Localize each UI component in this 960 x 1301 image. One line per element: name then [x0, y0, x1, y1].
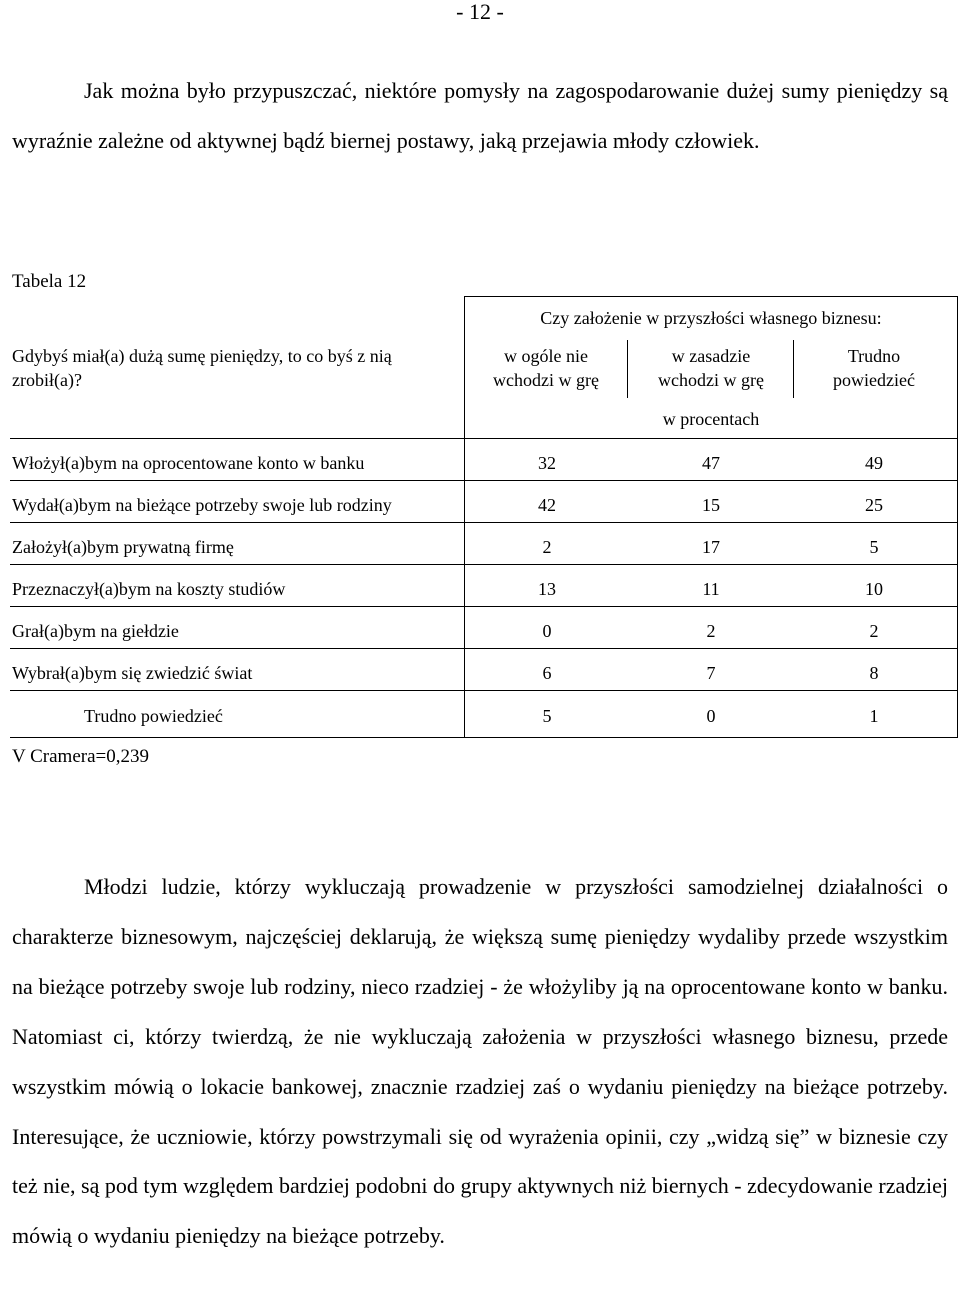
row-label: Włożył(a)bym na oprocentowane konto w banku	[12, 453, 365, 473]
table-rule	[627, 340, 628, 398]
table-cell: 5	[542, 706, 552, 726]
table-cell: 5	[869, 537, 879, 557]
table-cell: 13	[538, 579, 556, 599]
row-label: Przeznaczył(a)bym na koszty studiów	[12, 579, 286, 599]
group-header: Czy założenie w przyszłości własnego biznesu:	[540, 308, 882, 328]
table-cell: 42	[538, 495, 556, 515]
row-label: Założył(a)bym prywatną firmę	[12, 537, 234, 557]
table-rule	[957, 296, 958, 738]
table-cell: 2	[542, 537, 552, 557]
body-paragraph: Młodzi ludzie, którzy wykluczają prowadzenie w przyszłości samodzielnej działalności o charakterze biznesowym, najczęściej deklarują, że większą sumę pieniędzy wydaliby przede wszystkim na bieżące potrzeby swoje lub rodziny, nieco rzadziej - że włożyliby ją na oprocentowane konto w banku. Natomiast ci, którzy twierdzą, że nie wykluczają założenia w przyszłości własnego biznesu, przede wszystkim mówią o lokacie bankowej, znacznie rzadziej zaś o wydaniu pieniędzy na bieżące potrzeby. Interesujące, że uczniowie, którzy powstrzymali się od wyrażenia opinii, czy „widzą się” w biznesie czy też nie, są pod tym względem bardziej podobni do grupy aktywnych niż biernych - zdecydowanie rzadziej mówią o wydaniu pieniędzy na bieżące potrzeby.	[12, 874, 948, 1249]
table-caption: Tabela 12	[12, 271, 87, 292]
table-rule	[793, 340, 794, 398]
table-cell: 1	[869, 706, 879, 726]
table-cell: 47	[702, 453, 720, 473]
table-cell: 8	[869, 663, 879, 683]
table-rule	[10, 522, 958, 523]
table-cell: 2	[706, 621, 716, 641]
column-header: Trudno powiedzieć	[833, 346, 915, 390]
table-rule	[10, 737, 958, 738]
table-rule	[464, 296, 958, 297]
column-header: w ogóle nie wchodzi w grę	[493, 346, 599, 390]
table-rule	[10, 438, 958, 439]
table-rule	[10, 480, 958, 481]
row-label: Wydał(a)bym na bieżące potrzeby swoje lub rodziny	[12, 495, 392, 515]
unit-label: w procentach	[662, 409, 760, 429]
row-header: Gdybyś miał(a) dużą sumę pieniędzy, to co byś z nią zrobił(a)?	[12, 346, 392, 390]
row-label: Grał(a)bym na giełdzie	[12, 621, 179, 641]
table-cell: 32	[538, 453, 556, 473]
column-header: w zasadzie wchodzi w grę	[658, 346, 764, 390]
table-cell: 2	[869, 621, 879, 641]
table-cell: 11	[702, 579, 720, 599]
table-cell: 0	[706, 706, 716, 726]
table-cell: 6	[542, 663, 552, 683]
table-cell: 10	[865, 579, 883, 599]
table-rule	[464, 296, 465, 738]
table-cell: 49	[865, 453, 883, 473]
page-number: - 12 -	[456, 0, 504, 24]
table-rule	[10, 690, 958, 691]
table-footnote: V Cramera=0,239	[12, 746, 149, 767]
table-rule	[10, 564, 958, 565]
table-cell: 7	[706, 663, 716, 683]
table-rule	[10, 606, 958, 607]
table-cell: 0	[542, 621, 552, 641]
row-label: Trudno powiedzieć	[84, 706, 223, 726]
intro-paragraph: Jak można było przypuszczać, niektóre pomysły na zagospodarowanie dużej sumy pieniędzy są wyraźnie zależne od aktywnej bądź biernej postawy, jaką przejawia młody człowiek.	[12, 78, 948, 153]
table-cell: 17	[702, 537, 720, 557]
table-rule	[10, 648, 958, 649]
table-cell: 25	[865, 495, 883, 515]
table-cell: 15	[702, 495, 720, 515]
row-label: Wybrał(a)bym się zwiedzić świat	[12, 663, 253, 683]
